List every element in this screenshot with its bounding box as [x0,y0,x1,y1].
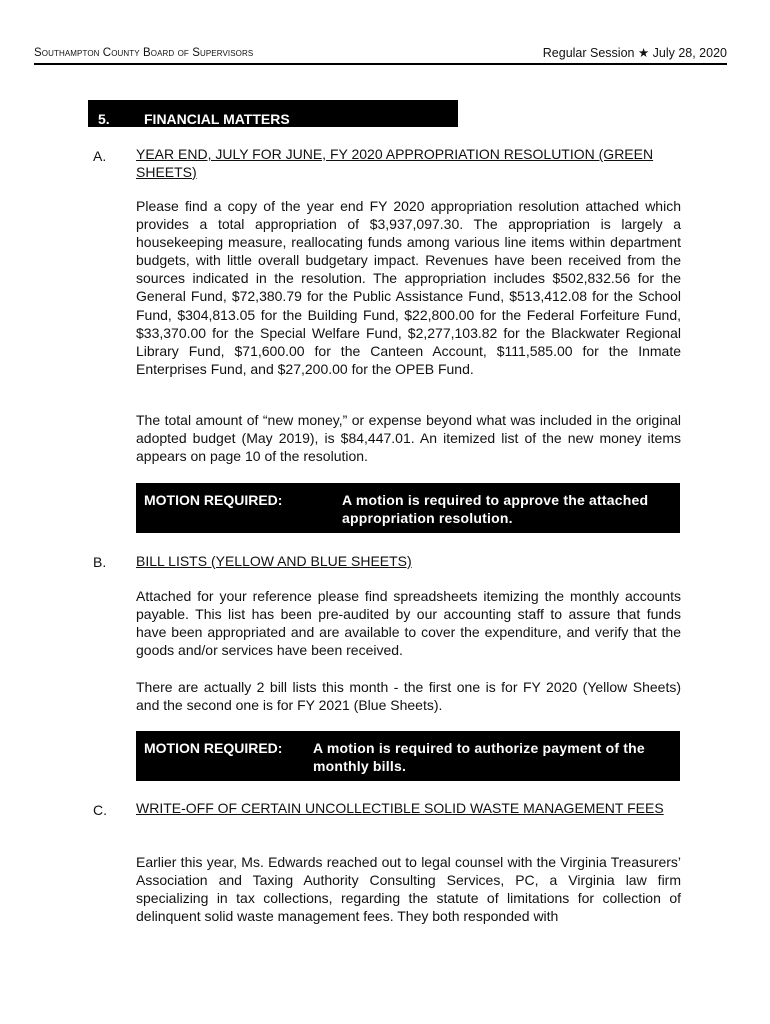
item-a-paragraph-1: Please find a copy of the year end FY 2020 appropriation resolution attached which provides a total appropriation of $3,937,097.30. The appropriation is largely a housekeeping measure, reallocating funds among various line items within department budgets, with little overall budgetary impact. Revenues have been received from the sources indicated in the resolution. The appropriation includes $502,832.56 for the General Fund, $72,380.79 for the Public Assistance Fund, $513,412.08 for the School Fund, $304,813.05 for the Building Fund, $22,800.00 for the Federal Forfeiture Fund, $33,370.00 for the Special Welfare Fund, $2,277,103.82 for the Blackwater Regional Library Fund, $71,600.00 for the Canteen Account, $111,585.00 for the Inmate Enterprises Fund, and $27,200.00 for the OPEB Fund. [136,198,681,377]
item-c-heading: WRITE-OFF OF CERTAIN UNCOLLECTIBLE SOLID WASTE MANAGEMENT FEES [136,800,664,816]
item-a-motion-box [136,483,680,533]
item-a-paragraph-2: The total amount of “new money,” or expense beyond what was included in the original adopted budget (May 2019), is $84,447.01. An itemized list of the new money items appears on page 10 of the resolution. [136,412,681,465]
section-title: FINANCIAL MATTERS [144,111,290,127]
item-b-heading: BILL LISTS (YELLOW AND BLUE SHEETS) [136,553,412,569]
item-a-letter: A. [93,148,107,164]
item-a-motion-text: A motion is required to approve the attached appropriation resolution. [342,492,649,526]
item-b-motion-label: MOTION REQUIRED: [144,740,283,756]
item-b-motion-text: A motion is required to authorize payment of the monthly bills. [313,740,645,774]
item-b-letter: B. [93,554,107,570]
page-header [34,45,727,65]
section-number: 5. [98,111,110,127]
item-b-motion-box [136,731,680,781]
item-a-heading: YEAR END, JULY FOR JUNE, FY 2020 APPROPRIATION RESOLUTION (GREEN SHEETS) [136,146,654,180]
item-b-paragraph-2: There are actually 2 bill lists this month - the first one is for FY 2020 (Yellow Sheets) and the second one is for FY 2021 (Blue Sheets). [136,679,681,714]
header-session-date: Regular Session ★ July 28, 2020 [542,46,727,60]
item-b-paragraph-1: Attached for your reference please find spreadsheets itemizing the monthly accounts payable. This list has been pre-audited by our accounting staff to assure that funds have been appropriated and are available to cover the expenditure, and verify that the goods and/or services have been received. [136,588,681,659]
item-a-motion-label: MOTION REQUIRED: [144,492,283,508]
section-heading-bar [88,100,458,127]
item-c-letter: C. [93,802,107,818]
item-c-paragraph-1: Earlier this year, Ms. Edwards reached out to legal counsel with the Virginia Treasurers’ Association and Taxing Authority Consulting Services, PC, a Virginia law firm specializing in tax collections, regarding the statute of limitations for collection of delinquent solid waste management fees. They both responded with [136,854,681,925]
header-organization: Southampton County Board of Supervisors [34,47,254,59]
